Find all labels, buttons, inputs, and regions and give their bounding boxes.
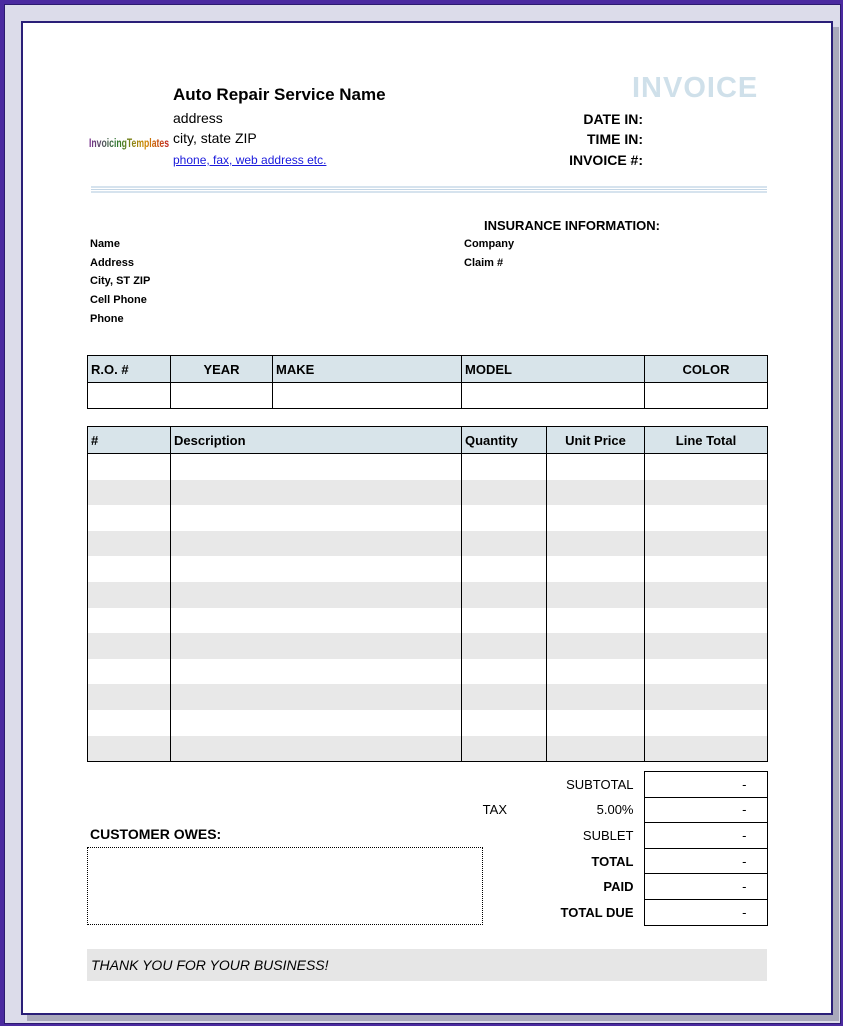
table-row (88, 582, 768, 608)
sublet-value[interactable]: - (644, 823, 767, 849)
vehicle-data-row (88, 383, 768, 409)
insurance-title: INSURANCE INFORMATION: (484, 218, 660, 233)
customer-name-label: Name (90, 238, 120, 250)
tax-label: TAX (482, 802, 507, 818)
total-due-label: TOTAL DUE (560, 904, 634, 920)
ro-header: R.O. # (88, 356, 171, 383)
table-row (88, 531, 768, 557)
company-address: address (173, 110, 223, 126)
date-in-label: DATE IN: (583, 111, 643, 127)
unit-price-header: Unit Price (547, 427, 645, 454)
color-cell[interactable] (645, 383, 768, 409)
paid-value[interactable]: - (644, 874, 767, 900)
make-cell[interactable] (273, 383, 462, 409)
total-label: TOTAL (591, 853, 634, 869)
line-items-table (87, 426, 768, 762)
table-row (88, 608, 768, 634)
line-total-header: Line Total (645, 427, 768, 454)
table-row (88, 556, 768, 582)
table-row (88, 454, 768, 480)
invoice-sheet (21, 21, 833, 1015)
vehicle-header-row (88, 356, 768, 383)
time-in-label: TIME IN: (587, 131, 643, 147)
model-cell[interactable] (462, 383, 645, 409)
company-name: Auto Repair Service Name (173, 85, 386, 104)
logo-text: InvoicingTemplates (89, 138, 169, 150)
number-header: # (88, 427, 171, 454)
insurance-company-label: Company (464, 238, 515, 250)
tax-rate[interactable]: 5.00% (596, 802, 634, 818)
subtotal-row (87, 772, 767, 798)
subtotal-value[interactable]: - (644, 772, 767, 798)
color-header: COLOR (645, 356, 768, 383)
total-value[interactable]: - (644, 848, 767, 874)
year-header: YEAR (171, 356, 273, 383)
total-due-value[interactable]: - (644, 899, 767, 925)
customer-address-label: Address (90, 257, 135, 269)
description-header: Description (171, 427, 462, 454)
year-cell[interactable] (171, 383, 273, 409)
insurance-claim-label: Claim # (464, 257, 504, 269)
table-row (88, 684, 768, 710)
table-row (88, 736, 768, 762)
customer-phone-label: Phone (90, 313, 124, 325)
quantity-header: Quantity (462, 427, 547, 454)
invoice-title: INVOICE (632, 72, 759, 104)
company-city: city, state ZIP (173, 130, 257, 146)
table-row (88, 659, 768, 685)
customer-cell-label: Cell Phone (90, 294, 147, 306)
contact-link[interactable]: phone, fax, web address etc. (173, 153, 327, 167)
table-row (88, 710, 768, 736)
table-row (88, 480, 768, 506)
thank-you-message: THANK YOU FOR YOUR BUSINESS! (91, 957, 329, 973)
customer-owes-box[interactable] (87, 847, 483, 925)
vehicle-table (87, 355, 768, 409)
subtotal-label: SUBTOTAL (566, 776, 634, 792)
tax-row (87, 797, 767, 823)
make-header: MAKE (273, 356, 462, 383)
company-logo (89, 121, 169, 161)
customer-owes-label: CUSTOMER OWES: (90, 826, 222, 842)
paid-label: PAID (603, 879, 634, 895)
table-row (88, 505, 768, 531)
sublet-label: SUBLET (582, 827, 634, 843)
window-frame (4, 4, 841, 1024)
invoice-number-label: INVOICE #: (569, 152, 643, 168)
model-header: MODEL (462, 356, 645, 383)
items-header-row (88, 427, 768, 454)
ro-cell[interactable] (88, 383, 171, 409)
header-divider (91, 186, 767, 194)
table-row (88, 633, 768, 659)
tax-value[interactable]: - (644, 797, 767, 823)
customer-city-label: City, ST ZIP (90, 275, 151, 287)
